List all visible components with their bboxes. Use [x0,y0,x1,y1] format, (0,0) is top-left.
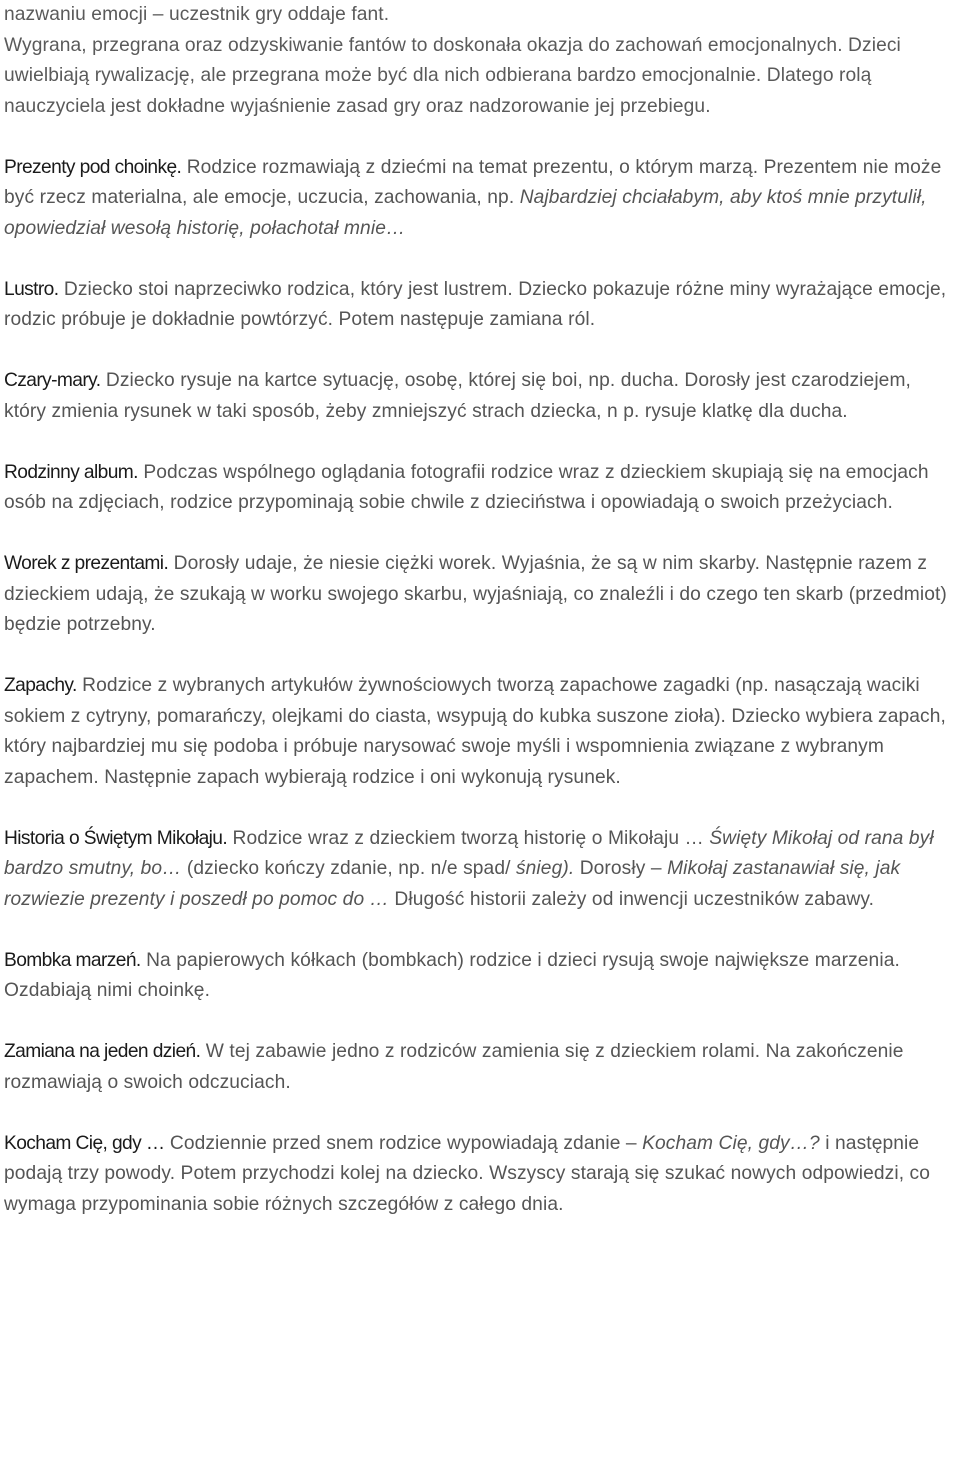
section-italic: śnieg). [515,858,575,879]
intro-text: Wygrana, przegrana oraz odzyskiwanie fantów to doskonała okazja do zachowań emocjonalnych. Dzieci uwielbiają rywalizację, ale przegrana może być dla nich odbierana bardzo emocjonalnie. Dlatego rolą nauczyciela jest dokładne wyjaśnienie zasad gry oraz nadzorowanie jej przebiegu. [4,34,901,117]
section-italic: Mikołaj zastanawiał się, jak rozwiezie prezenty i poszedł po pomoc do … [4,858,901,910]
section-heading: Prezenty pod choinkę. [4,156,182,178]
section-kocham [4,1129,954,1221]
section-lustro [4,275,954,336]
section-rodzinny-album [4,458,954,519]
section-italic: Kocham Cię, gdy…? [642,1132,820,1154]
document-page [4,0,954,1220]
section-heading: Czary-mary. [4,370,101,391]
section-text: Podczas wspólnego oglądania fotografii rodzice wraz z dzieckiem skupiają się na emocjach osób na zdjęciach, rodzice przypominają sobie chwile z dzieciństwa i opowiadają o swoich przeżyciach. [4,461,929,513]
section-text: W tej zabawie jedno z rodziców zamienia się z dzieckiem rolami. Na zakończenie rozmawiają o swoich odczuciach. [4,1041,904,1093]
section-text: Rodzice z wybranych artykułów żywnościowych tworzą zapachowe zagadki (np. nasączają waciki sokiem z cytryny, pomarańczy, olejkami do ciasta, wsypują do kubka suszone zioła). Dziecko wybiera zapach, który najbardziej mu się podoba i próbuje narysować swoje myśli i wspomnienia związane z wybranym zapachem. Następnie zapach wybierają rodzice i oni wykonują rysunek. [4,675,946,788]
section-text: Dorosły – [574,858,668,879]
section-text: Codziennie przed snem rodzice wypowiadają zdanie – [164,1132,643,1154]
section-text: Na papierowych kółkach (bombkach) rodzice i dzieci rysują swoje największe marzenia. Ozdabiają nimi choinkę. [4,949,900,1001]
section-italic: Święty Mikołaj od rana był bardzo smutny, bo… [4,827,934,879]
section-heading: Bombka marzeń. [4,949,141,971]
section-text: Długość historii zależy od inwencji uczestników zabawy. [388,888,875,910]
section-text: i następnie podają trzy powody. Potem przychodzi kolej na dziecko. Wszyscy starają się szukać nowych odpowiedzi, co wymaga przypominania sobie różnych szczegółów z całego dnia. [4,1132,931,1215]
section-heading: Rodzinny album. [4,461,138,483]
section-worek [4,549,954,641]
section-prezenty [4,153,954,245]
section-heading: Historia o Świętym Mikołaju. [4,827,228,849]
section-czary-mary [4,366,954,427]
section-heading: Kocham Cię, gdy … [4,1132,165,1154]
section-zamiana [4,1037,954,1098]
section-text: Dorosły udaje, że niesie ciężki worek. Wyjaśnia, że są w nim skarby. Następnie razem z dzieckiem udają, że szukają w worku swojego skarbu, wyjaśniają, co znaleźli i do czego ten skarb (przedmiot) będzie potrzebny. [4,553,947,635]
section-heading: Lustro. [4,278,59,300]
section-text: Rodzice wraz z dzieckiem tworzą historię o Mikołaju … [227,827,710,849]
section-heading: Worek z prezentami. [4,553,169,574]
section-text: Dziecko rysuje na kartce sytuację, osobę, której się boi, np. ducha. Dorosły jest czarodziejem, który zmienia rysunek w taki sposób, żeby zmniejszyć strach dziecka, n p. rysuje klatkę dla ducha. [4,370,911,422]
section-historia [4,824,954,916]
section-text: Rodzice rozmawiają z dziećmi na temat prezentu, o którym marzą. Prezentem nie może być rzecz materialna, ale emocje, uczucia, zachowania, np. [4,156,942,208]
section-zapachy [4,671,954,793]
intro-paragraph [4,0,954,122]
section-text: Dziecko stoi naprzeciwko rodzica, który jest lustrem. Dziecko pokazuje różne miny wyrażające emocje, rodzic próbuje je dokładnie powtórzyć. Potem następuje zamiana ról. [4,278,947,330]
section-bombka [4,946,954,1007]
section-heading: Zapachy. [4,675,77,696]
section-heading: Zamiana na jeden dzień. [4,1041,201,1062]
section-italic: Najbardziej chciałabym, aby ktoś mnie przytulił, opowiedział wesołą historię, połachotał mnie… [4,187,927,239]
intro-line: nazwaniu emocji – uczestnik gry oddaje fant. [4,4,390,25]
section-text: (dziecko kończy zdanie, np. n/e spad/ [181,858,516,879]
